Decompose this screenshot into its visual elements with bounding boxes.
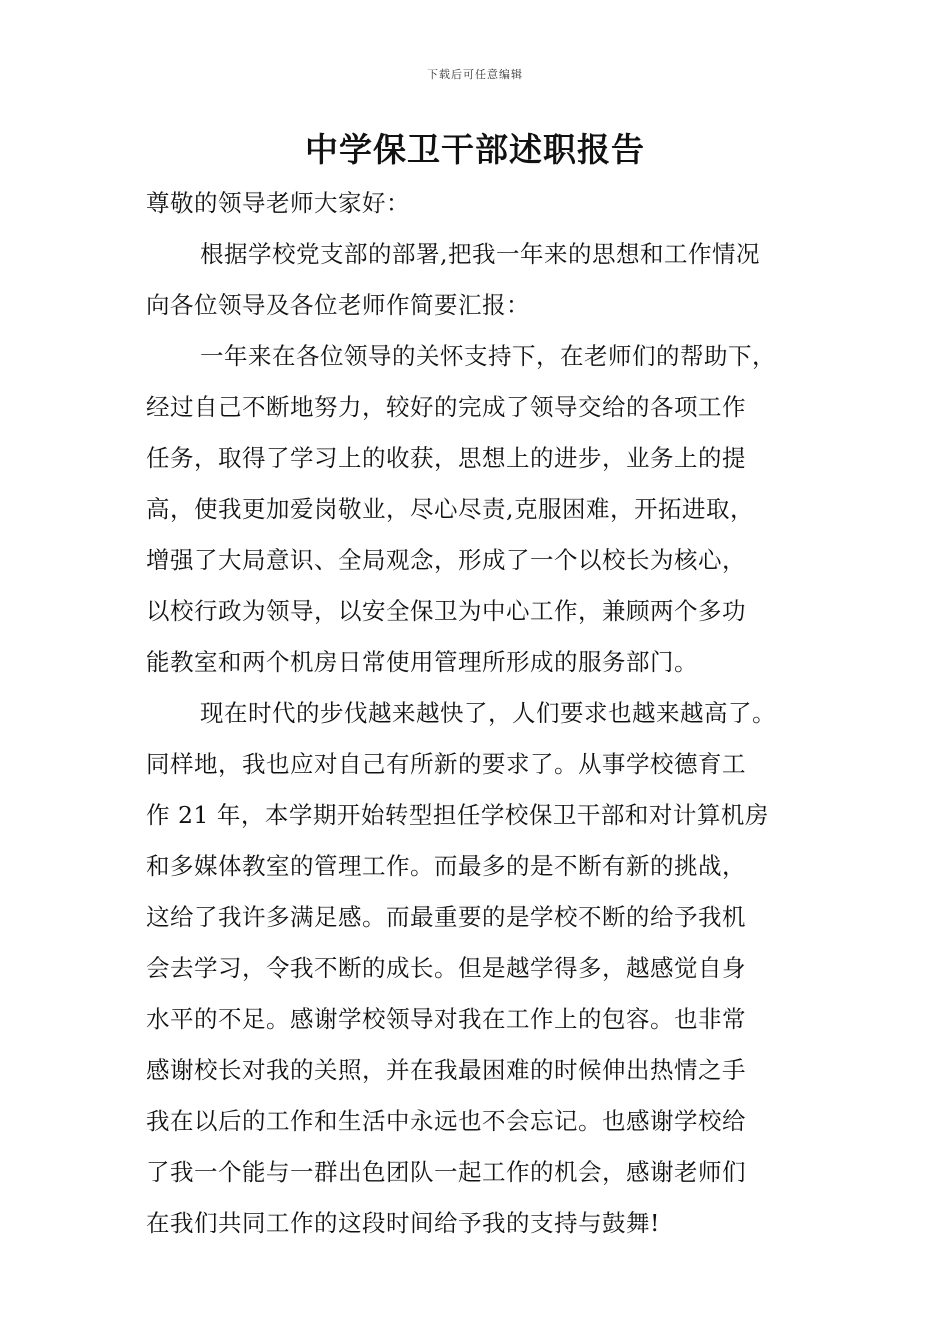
page-header-note: 下载后可任意编辑 <box>427 68 523 81</box>
text-line: 能教室和两个机房日常使用管理所形成的服务部门。 <box>146 648 698 676</box>
text-line: 水平的不足。感谢学校领导对我在工作上的包容。也非常 <box>146 1005 746 1033</box>
text-line: 尊敬的领导老师大家好： <box>146 189 410 217</box>
text-line: 感谢校长对我的关照，并在我最困难的时候伸出热情之手 <box>146 1056 746 1084</box>
document-body <box>146 178 836 1249</box>
document-title: 中学保卫干部述职报告 <box>305 130 645 169</box>
text-line: 一年来在各位领导的关怀支持下，在老师们的帮助下， <box>200 342 776 370</box>
text-line: 作 21 年，本学期开始转型担任学校保卫干部和对计算机房 <box>146 801 769 829</box>
text-line: 和多媒体教室的管理工作。而最多的是不断有新的挑战， <box>146 852 746 880</box>
text-line: 同样地，我也应对自己有所新的要求了。从事学校德育工 <box>146 750 746 778</box>
text-line: 在我们共同工作的这段时间给予我的支持与鼓舞! <box>146 1209 660 1237</box>
text-line: 现在时代的步伐越来越快了，人们要求也越来越高了。 <box>200 699 776 727</box>
text-line: 我在以后的工作和生活中永远也不会忘记。也感谢学校给 <box>146 1107 746 1135</box>
text-line: 这给了我许多满足感。而最重要的是学校不断的给予我机 <box>146 903 746 931</box>
text-line: 增强了大局意识、全局观念，形成了一个以校长为核心， <box>146 546 746 574</box>
text-line: 经过自己不断地努力，较好的完成了领导交给的各项工作 <box>146 393 746 421</box>
text-line: 了我一个能与一群出色团队一起工作的机会，感谢老师们 <box>146 1158 746 1186</box>
text-line: 向各位领导及各位老师作简要汇报： <box>146 291 530 319</box>
text-line: 根据学校党支部的部署,把我一年来的思想和工作情况 <box>200 240 760 268</box>
text-line: 任务，取得了学习上的收获，思想上的进步，业务上的提 <box>146 444 746 472</box>
text-line: 以校行政为领导，以安全保卫为中心工作，兼顾两个多功 <box>146 597 746 625</box>
text-line: 会去学习，令我不断的成长。但是越学得多，越感觉自身 <box>146 954 746 982</box>
text-line: 高，使我更加爱岗敬业，尽心尽责,克服困难，开拓进取， <box>146 495 754 523</box>
